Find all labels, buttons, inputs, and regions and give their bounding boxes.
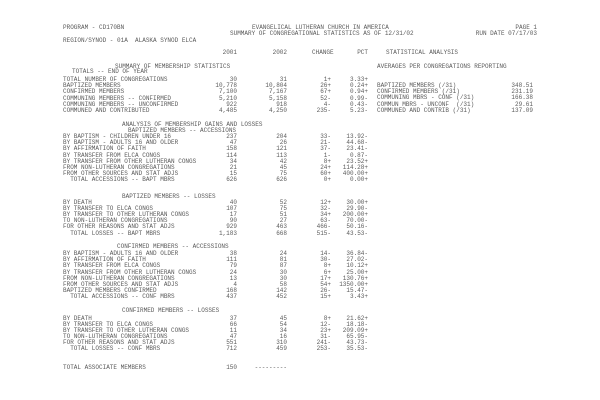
value-2001: 10,778 xyxy=(215,82,237,90)
value-pct: 23.52+ xyxy=(346,157,368,165)
value-2001: 929 xyxy=(226,223,237,231)
row-label: FOR OTHER REASONS AND STAT ADJS xyxy=(63,339,175,346)
organization-title: EVANGELICAL LUTHERAN CHURCH IN AMERICA xyxy=(252,24,389,31)
value-2002: 81 xyxy=(279,256,287,264)
value-2002: 27 xyxy=(279,217,287,225)
row-label: BAPTIZED MEMBERS xyxy=(63,82,121,90)
column-header-2001: 2001 xyxy=(222,49,237,56)
value-change: 8+ xyxy=(323,262,331,270)
row-label: FROM NON-LUTHERAN CONGREGATIONS xyxy=(63,274,175,282)
row-label: FROM OTHER SOURCES AND STAT ADJS xyxy=(63,281,179,288)
column-header-change: CHANGE xyxy=(312,49,334,56)
value-2001: 47 xyxy=(229,139,237,147)
value-change: 1+ xyxy=(323,76,331,83)
value-2002: 75 xyxy=(279,170,287,178)
value-2001: 15 xyxy=(229,170,237,178)
value-2002: 30 xyxy=(279,274,287,282)
region-synod: REGION/SYNOD - 01A ALASKA SYNOD ELCA xyxy=(63,37,197,44)
row-label: TOTAL LOSSES -- BAPT MBRS xyxy=(63,229,161,237)
value-2002: 31 xyxy=(279,76,287,83)
row-label: TOTAL LOSSES -- CONF MBRS xyxy=(63,345,161,352)
value-pct: 15.47- xyxy=(346,287,368,295)
summary-title: SUMMARY OF MEMBERSHIP STATISTICS xyxy=(115,63,231,70)
value-pct: 0.43- xyxy=(349,100,368,108)
value-2002: 310 xyxy=(276,339,287,346)
value-2001: 38 xyxy=(229,250,237,257)
associate-2002: --------- xyxy=(254,364,287,371)
average-label: COMMUNING MBRS - CONF (/31) xyxy=(377,94,475,102)
run-date: RUN DATE 07/17/03 xyxy=(475,30,537,37)
value-2002: 452 xyxy=(276,293,287,301)
section-heading: BAPTIZED MEMBERS -- LOSSES xyxy=(122,193,216,200)
row-label: FROM OTHER SOURCES AND STAT ADJS xyxy=(63,170,179,178)
report-subtitle: SUMMARY OF CONGREGATIONAL STATISTICS AS OF 12/31/02 xyxy=(230,30,414,37)
value-2001: 626 xyxy=(226,176,237,184)
value-pct: 1350.00+ xyxy=(339,281,368,288)
value-2002: 10,804 xyxy=(265,82,287,90)
value-change: 1- xyxy=(323,151,331,159)
value-2001: 21 xyxy=(229,164,237,171)
value-pct: 13.92- xyxy=(346,133,368,140)
row-label: FROM NON-LUTHERAN CONGREGATIONS xyxy=(63,164,175,171)
value-2002: 30 xyxy=(279,268,287,276)
value-2002: 52 xyxy=(279,199,287,206)
value-pct: 18.18- xyxy=(346,321,368,328)
column-header-2002: 2002 xyxy=(272,49,287,56)
value-2001: 37 xyxy=(229,315,237,322)
value-change: 63- xyxy=(320,217,331,225)
value-change: 30- xyxy=(320,256,331,264)
value-pct: 5.23- xyxy=(349,107,368,114)
value-2002: 5,158 xyxy=(268,94,287,102)
value-change: 60+ xyxy=(320,170,331,178)
value-2001: 79 xyxy=(229,262,237,270)
value-2001: 11 xyxy=(229,327,237,334)
value-change: 466- xyxy=(316,223,331,231)
value-change: 17+ xyxy=(320,274,331,282)
value-pct: 0.00+ xyxy=(349,176,368,184)
average-value: 137.09 xyxy=(511,106,533,114)
value-pct: 0.87- xyxy=(349,151,368,159)
value-change: 0+ xyxy=(323,176,331,184)
value-2001: 30 xyxy=(229,76,237,83)
row-label: BY TRANSFER FROM ELCA CONGS xyxy=(63,151,161,159)
section-heading: CONFIRMED MEMBERS -- LOSSES xyxy=(122,307,220,314)
column-header-pct: PCT xyxy=(357,49,368,56)
value-pct: 21.62+ xyxy=(346,315,368,322)
value-2001: 47 xyxy=(229,333,237,340)
row-label: BY TRANSFER TO OTHER LUTHERAN CONGS xyxy=(63,327,190,334)
row-label: BY AFFIRMATION OF FAITH xyxy=(63,256,146,264)
value-change: 34+ xyxy=(320,211,331,219)
value-2002: 26 xyxy=(279,139,287,147)
row-label: BAPTIZED MEMBERS CONFIRMED xyxy=(63,287,157,295)
value-pct: 0.99- xyxy=(349,94,368,102)
value-2002: 204 xyxy=(276,133,287,140)
value-2001: 7,100 xyxy=(218,88,237,96)
value-2002: 918 xyxy=(276,100,287,108)
value-2002: 51 xyxy=(279,211,287,219)
value-2002: 34 xyxy=(279,327,287,334)
value-change: 52- xyxy=(320,94,331,102)
row-label: FOR OTHER REASONS AND STAT ADJS xyxy=(63,223,175,231)
value-2001: 40 xyxy=(229,199,237,206)
row-label: CONFIRMED MEMBERS xyxy=(63,88,125,96)
value-change: 54+ xyxy=(320,281,331,288)
value-change: 8+ xyxy=(323,157,331,165)
value-2001: 1,183 xyxy=(218,229,237,237)
value-2001: 168 xyxy=(226,287,237,295)
row-label: BY TRANSFER TO OTHER LUTHERAN CONGS xyxy=(63,211,190,219)
value-pct: 130.76+ xyxy=(342,274,368,282)
average-label: BAPTIZED MEMBERS (/31) xyxy=(377,82,457,89)
value-change: 15+ xyxy=(320,293,331,301)
value-change: 8+ xyxy=(323,315,331,322)
row-label: BY TRANSFER FROM OTHER LUTHERAN CONGS xyxy=(63,268,197,276)
value-pct: 50.16- xyxy=(346,223,368,231)
value-pct: 0.94+ xyxy=(349,88,368,96)
value-2002: 626 xyxy=(276,176,287,184)
value-change: 31- xyxy=(320,333,331,340)
value-pct: 209.09+ xyxy=(342,327,368,334)
row-label: COMMUNED AND CONTRIBUTED xyxy=(63,107,150,114)
value-change: 26- xyxy=(320,287,331,295)
row-label: BY TRANSFER TO ELCA CONGS xyxy=(63,321,154,328)
value-2001: 4,485 xyxy=(218,107,237,114)
value-change: 14- xyxy=(320,250,331,257)
value-pct: 44.68- xyxy=(346,139,368,147)
value-2001: 66 xyxy=(229,321,237,328)
value-2002: 113 xyxy=(276,151,287,159)
value-change: 37- xyxy=(320,145,331,153)
value-2002: 463 xyxy=(276,223,287,231)
value-pct: 43.53- xyxy=(346,229,368,237)
row-label: BY DEATH xyxy=(63,315,92,322)
row-label: BY TRANSFER TO ELCA CONGS xyxy=(63,205,154,213)
value-change: 235- xyxy=(316,107,331,114)
row-label: TOTAL ACCESSIONS -- CONF MBRS xyxy=(63,293,175,301)
value-pct: 3.43+ xyxy=(349,293,368,301)
value-change: 6+ xyxy=(323,268,331,276)
value-2001: 922 xyxy=(226,100,237,108)
associate-label: TOTAL ASSOCIATE MEMBERS xyxy=(63,364,146,371)
page-number: PAGE 1 xyxy=(515,24,537,31)
value-change: 241- xyxy=(316,339,331,346)
value-change: 515- xyxy=(316,229,331,237)
average-value: 231.19 xyxy=(511,88,533,96)
value-pct: 0.24+ xyxy=(349,82,368,90)
associate-2001: 150 xyxy=(226,364,237,371)
value-2001: 4 xyxy=(233,281,237,288)
value-2002: 121 xyxy=(276,145,287,153)
row-label: BY DEATH xyxy=(63,199,92,206)
value-2001: 111 xyxy=(226,256,237,264)
value-2001: 34 xyxy=(229,157,237,165)
value-2002: 45 xyxy=(279,315,287,322)
row-label: BY TRANSFER FROM ELCA CONGS xyxy=(63,262,161,270)
row-label: TOTAL NUMBER OF CONGREGATIONS xyxy=(63,76,168,83)
value-pct: 35.53- xyxy=(346,345,368,352)
value-2002: 75 xyxy=(279,205,287,213)
average-label: CONFIRMED MEMBERS (/31) xyxy=(377,88,460,96)
value-pct: 30.00+ xyxy=(346,199,368,206)
value-2002: 24 xyxy=(279,250,287,257)
summary-subtitle: TOTALS -- END OF YEAR xyxy=(72,68,148,75)
value-2001: 237 xyxy=(226,133,237,140)
value-2001: 13 xyxy=(229,274,237,282)
value-2002: 16 xyxy=(279,333,287,340)
value-pct: 114.28+ xyxy=(342,164,368,171)
value-2002: 459 xyxy=(276,345,287,352)
value-2002: 4,250 xyxy=(268,107,287,114)
gains-losses-title: ANALYSIS OF MEMBERSHIP GAINS AND LOSSES xyxy=(122,121,263,128)
row-label: BY BAPTISM - ADULTS 16 AND OLDER xyxy=(63,250,179,257)
value-change: 12+ xyxy=(320,199,331,206)
value-pct: 27.02- xyxy=(346,256,368,264)
value-change: 21- xyxy=(320,139,331,147)
value-pct: 70.00- xyxy=(346,217,368,225)
row-label: COMMUNING MEMBERS -- CONFIRMED xyxy=(63,94,172,102)
value-pct: 23.41- xyxy=(346,145,368,153)
row-label: TO NON-LUTHERAN CONGREGATIONS xyxy=(63,333,168,340)
value-change: 33- xyxy=(320,133,331,140)
row-label: BY BAPTISM - CHILDREN UNDER 16 xyxy=(63,133,172,140)
section-heading: CONFIRMED MEMBERS -- ACCESSIONS xyxy=(117,243,229,250)
average-label: COMMUNED AND CONTRIB (/31) xyxy=(377,106,471,114)
value-change: 253- xyxy=(316,345,331,352)
value-2001: 158 xyxy=(226,145,237,153)
row-label: TOTAL ACCESSIONS -- BAPT MBRS xyxy=(63,176,175,184)
section-heading: BAPTIZED MEMBERS -- ACCESSIONS xyxy=(128,127,237,134)
value-2001: 90 xyxy=(229,217,237,225)
value-pct: 3.33+ xyxy=(349,76,368,83)
row-label: TO NON-LUTHERAN CONGREGATIONS xyxy=(63,217,168,225)
program-id: PROGRAM - CD170BN xyxy=(63,24,125,31)
value-2001: 712 xyxy=(226,345,237,352)
value-2001: 437 xyxy=(226,293,237,301)
averages-title: AVERAGES PER CONGREGATIONS REPORTING xyxy=(377,63,507,70)
value-pct: 200.00+ xyxy=(342,211,368,219)
row-label: COMMUNING MEMBERS -- UNCONFIRMED xyxy=(63,100,179,108)
value-2001: 551 xyxy=(226,339,237,346)
average-value: 29.61 xyxy=(514,100,533,108)
value-pct: 10.12+ xyxy=(346,262,368,270)
value-2001: 114 xyxy=(226,151,237,159)
row-label: BY AFFIRMATION OF FAITH xyxy=(63,145,146,153)
value-2002: 58 xyxy=(279,281,287,288)
row-label: BY TRANSFER FROM OTHER LUTHERAN CONGS xyxy=(63,157,197,165)
value-2001: 107 xyxy=(226,205,237,213)
value-2002: 142 xyxy=(276,287,287,295)
value-pct: 25.00+ xyxy=(346,268,368,276)
value-change: 67+ xyxy=(320,88,331,96)
value-pct: 43.73- xyxy=(346,339,368,346)
value-2002: 54 xyxy=(279,321,287,328)
column-header-analysis: STATISTICAL ANALYSIS xyxy=(386,49,459,56)
value-change: 23+ xyxy=(320,327,331,334)
value-2002: 42 xyxy=(279,157,287,165)
value-pct: 400.00+ xyxy=(342,170,368,178)
value-pct: 36.84- xyxy=(346,250,368,257)
average-value: 166.38 xyxy=(511,94,533,102)
value-pct: 65.95- xyxy=(346,333,368,340)
average-value: 348.51 xyxy=(511,82,533,89)
value-pct: 29.90- xyxy=(346,205,368,213)
value-change: 4- xyxy=(323,100,331,108)
value-2002: 87 xyxy=(279,262,287,270)
value-2002: 7,167 xyxy=(268,88,287,96)
value-change: 24+ xyxy=(320,164,331,171)
value-2001: 24 xyxy=(229,268,237,276)
value-2002: 45 xyxy=(279,164,287,171)
average-label: COMMUN MBRS - UNCONF (/31) xyxy=(377,100,475,108)
value-change: 26+ xyxy=(320,82,331,90)
value-change: 12- xyxy=(320,321,331,328)
value-change: 32- xyxy=(320,205,331,213)
value-2001: 5,210 xyxy=(218,94,237,102)
row-label: BY BAPTISM - ADULTS 16 AND OLDER xyxy=(63,139,179,147)
value-2002: 668 xyxy=(276,229,287,237)
value-2001: 17 xyxy=(229,211,237,219)
